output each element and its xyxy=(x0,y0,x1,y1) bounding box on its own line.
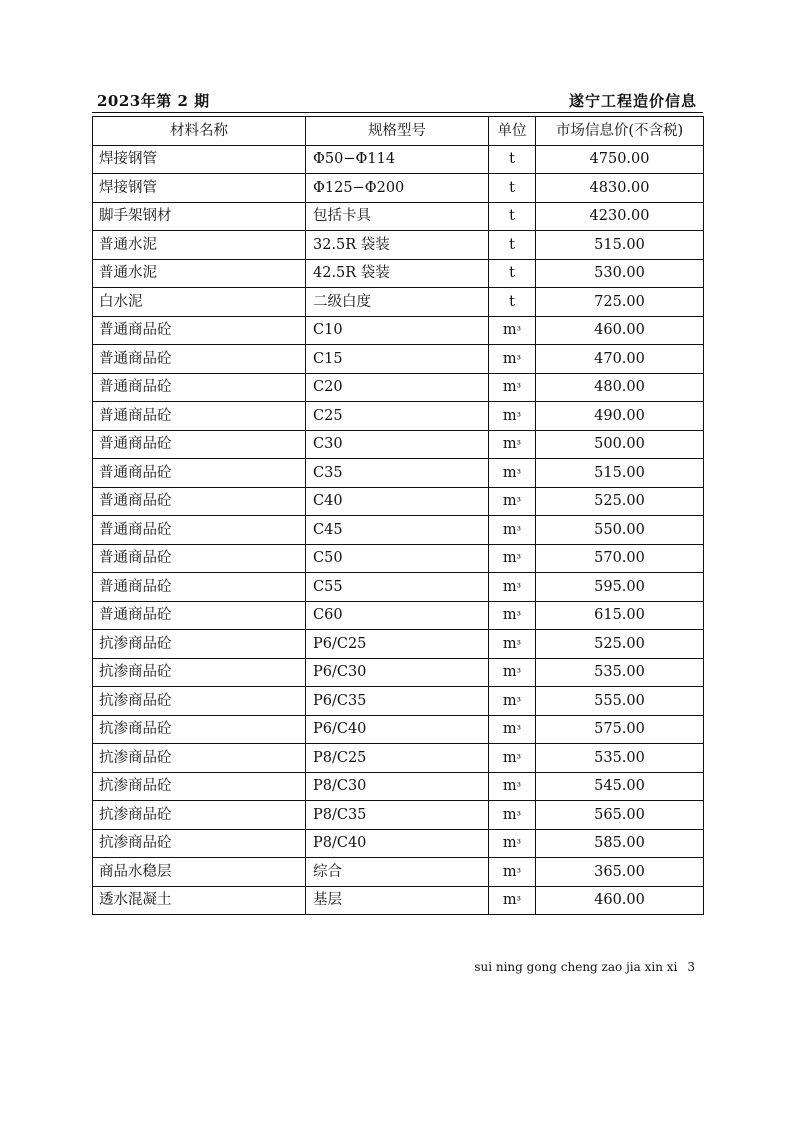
unit-cell: t xyxy=(489,231,536,260)
price-cell: 530.00 xyxy=(536,259,704,288)
unit-cell: m³ xyxy=(489,858,536,887)
spec-cell: C30 xyxy=(306,430,489,459)
unit-cell: m³ xyxy=(489,430,536,459)
table-row xyxy=(93,402,704,431)
unit-cell: m³ xyxy=(489,658,536,687)
table-row xyxy=(93,231,704,260)
table-row xyxy=(93,601,704,630)
spec-cell: C60 xyxy=(306,601,489,630)
price-cell: 460.00 xyxy=(536,316,704,345)
price-cell: 550.00 xyxy=(536,516,704,545)
unit-cell: m³ xyxy=(489,373,536,402)
table-row xyxy=(93,573,704,602)
unit-cell: m³ xyxy=(489,402,536,431)
price-cell: 535.00 xyxy=(536,658,704,687)
material-name-cell: 抗渗商品砼 xyxy=(93,744,306,773)
spec-cell: 42.5R 袋装 xyxy=(306,259,489,288)
spec-cell: P8/C25 xyxy=(306,744,489,773)
material-name-cell: 普通水泥 xyxy=(93,231,306,260)
material-name-cell: 普通商品砼 xyxy=(93,373,306,402)
material-name-cell: 抗渗商品砼 xyxy=(93,801,306,830)
table-row xyxy=(93,145,704,174)
table-row xyxy=(93,715,704,744)
unit-cell: t xyxy=(489,288,536,317)
spec-cell: P8/C40 xyxy=(306,829,489,858)
spec-cell: 包括卡具 xyxy=(306,202,489,231)
price-cell: 490.00 xyxy=(536,402,704,431)
spec-cell: P6/C25 xyxy=(306,630,489,659)
material-name-cell: 抗渗商品砼 xyxy=(93,658,306,687)
table-row xyxy=(93,858,704,887)
table-body xyxy=(93,145,704,915)
price-cell: 525.00 xyxy=(536,630,704,659)
table-row xyxy=(93,459,704,488)
spec-cell: C20 xyxy=(306,373,489,402)
table-row xyxy=(93,658,704,687)
price-cell: 570.00 xyxy=(536,544,704,573)
material-name-cell: 抗渗商品砼 xyxy=(93,829,306,858)
column-header-price: 市场信息价(不含税) xyxy=(536,117,704,146)
spec-cell: 综合 xyxy=(306,858,489,887)
table-row xyxy=(93,316,704,345)
column-header-material-name: 材料名称 xyxy=(93,117,306,146)
price-cell: 725.00 xyxy=(536,288,704,317)
price-table xyxy=(92,116,704,915)
price-cell: 4230.00 xyxy=(536,202,704,231)
table-row xyxy=(93,174,704,203)
material-name-cell: 普通商品砼 xyxy=(93,345,306,374)
price-cell: 545.00 xyxy=(536,772,704,801)
material-name-cell: 普通商品砼 xyxy=(93,402,306,431)
table-row xyxy=(93,487,704,516)
table-row xyxy=(93,430,704,459)
material-name-cell: 抗渗商品砼 xyxy=(93,772,306,801)
spec-cell: Φ125−Φ200 xyxy=(306,174,489,203)
table-row xyxy=(93,801,704,830)
material-name-cell: 普通商品砼 xyxy=(93,459,306,488)
unit-cell: m³ xyxy=(489,316,536,345)
spec-cell: C25 xyxy=(306,402,489,431)
material-name-cell: 普通水泥 xyxy=(93,259,306,288)
unit-cell: t xyxy=(489,174,536,203)
material-name-cell: 普通商品砼 xyxy=(93,316,306,345)
price-cell: 365.00 xyxy=(536,858,704,887)
unit-cell: m³ xyxy=(489,744,536,773)
spec-cell: P8/C35 xyxy=(306,801,489,830)
material-name-cell: 抗渗商品砼 xyxy=(93,715,306,744)
spec-cell: C50 xyxy=(306,544,489,573)
spec-cell: C35 xyxy=(306,459,489,488)
material-name-cell: 焊接钢管 xyxy=(93,174,306,203)
spec-cell: 二级白度 xyxy=(306,288,489,317)
table-row xyxy=(93,373,704,402)
page-number: 3 xyxy=(687,960,695,974)
unit-cell: m³ xyxy=(489,487,536,516)
spec-cell: C15 xyxy=(306,345,489,374)
unit-cell: m³ xyxy=(489,886,536,915)
spec-cell: 32.5R 袋装 xyxy=(306,231,489,260)
spec-cell: C45 xyxy=(306,516,489,545)
spec-cell: C40 xyxy=(306,487,489,516)
unit-cell: m³ xyxy=(489,459,536,488)
footer-text: sui ning gong cheng zao jia xin xi xyxy=(474,960,678,974)
material-name-cell: 普通商品砼 xyxy=(93,516,306,545)
price-cell: 535.00 xyxy=(536,744,704,773)
price-cell: 470.00 xyxy=(536,345,704,374)
material-name-cell: 抗渗商品砼 xyxy=(93,687,306,716)
material-name-cell: 普通商品砼 xyxy=(93,487,306,516)
publication-title: 遂宁工程造价信息 xyxy=(568,92,697,110)
table-header-row xyxy=(93,117,704,146)
spec-cell: 基层 xyxy=(306,886,489,915)
table-row xyxy=(93,687,704,716)
price-cell: 525.00 xyxy=(536,487,704,516)
price-cell: 585.00 xyxy=(536,829,704,858)
material-name-cell: 商品水稳层 xyxy=(93,858,306,887)
spec-cell: P8/C30 xyxy=(306,772,489,801)
page-footer xyxy=(474,960,695,974)
price-cell: 460.00 xyxy=(536,886,704,915)
unit-cell: m³ xyxy=(489,829,536,858)
spec-cell: P6/C30 xyxy=(306,658,489,687)
unit-cell: m³ xyxy=(489,573,536,602)
unit-cell: t xyxy=(489,145,536,174)
table-row xyxy=(93,516,704,545)
unit-cell: m³ xyxy=(489,544,536,573)
material-name-cell: 脚手架钢材 xyxy=(93,202,306,231)
spec-cell: C55 xyxy=(306,573,489,602)
table-row xyxy=(93,829,704,858)
table-row xyxy=(93,544,704,573)
material-name-cell: 焊接钢管 xyxy=(93,145,306,174)
unit-cell: t xyxy=(489,202,536,231)
price-cell: 4830.00 xyxy=(536,174,704,203)
price-cell: 4750.00 xyxy=(536,145,704,174)
spec-cell: Φ50−Φ114 xyxy=(306,145,489,174)
table-row xyxy=(93,772,704,801)
unit-cell: t xyxy=(489,259,536,288)
material-name-cell: 抗渗商品砼 xyxy=(93,630,306,659)
price-cell: 500.00 xyxy=(536,430,704,459)
price-cell: 565.00 xyxy=(536,801,704,830)
spec-cell: C10 xyxy=(306,316,489,345)
table-row xyxy=(93,886,704,915)
table-row xyxy=(93,630,704,659)
price-cell: 480.00 xyxy=(536,373,704,402)
unit-cell: m³ xyxy=(489,630,536,659)
table-row xyxy=(93,345,704,374)
material-name-cell: 普通商品砼 xyxy=(93,573,306,602)
unit-cell: m³ xyxy=(489,345,536,374)
unit-cell: m³ xyxy=(489,772,536,801)
unit-cell: m³ xyxy=(489,801,536,830)
material-name-cell: 普通商品砼 xyxy=(93,601,306,630)
header-rule xyxy=(92,112,703,113)
table-row xyxy=(93,259,704,288)
unit-cell: m³ xyxy=(489,516,536,545)
price-cell: 515.00 xyxy=(536,231,704,260)
material-name-cell: 普通商品砼 xyxy=(93,430,306,459)
unit-cell: m³ xyxy=(489,715,536,744)
column-header-unit: 单位 xyxy=(489,117,536,146)
price-cell: 515.00 xyxy=(536,459,704,488)
table-row xyxy=(93,202,704,231)
unit-cell: m³ xyxy=(489,687,536,716)
material-name-cell: 透水混凝土 xyxy=(93,886,306,915)
spec-cell: P6/C40 xyxy=(306,715,489,744)
table-row xyxy=(93,288,704,317)
spec-cell: P6/C35 xyxy=(306,687,489,716)
price-cell: 575.00 xyxy=(536,715,704,744)
material-name-cell: 白水泥 xyxy=(93,288,306,317)
price-cell: 555.00 xyxy=(536,687,704,716)
price-cell: 615.00 xyxy=(536,601,704,630)
table-row xyxy=(93,744,704,773)
material-name-cell: 普通商品砼 xyxy=(93,544,306,573)
unit-cell: m³ xyxy=(489,601,536,630)
price-cell: 595.00 xyxy=(536,573,704,602)
issue-label: 2023年第 2 期 xyxy=(97,92,210,110)
column-header-spec: 规格型号 xyxy=(306,117,489,146)
